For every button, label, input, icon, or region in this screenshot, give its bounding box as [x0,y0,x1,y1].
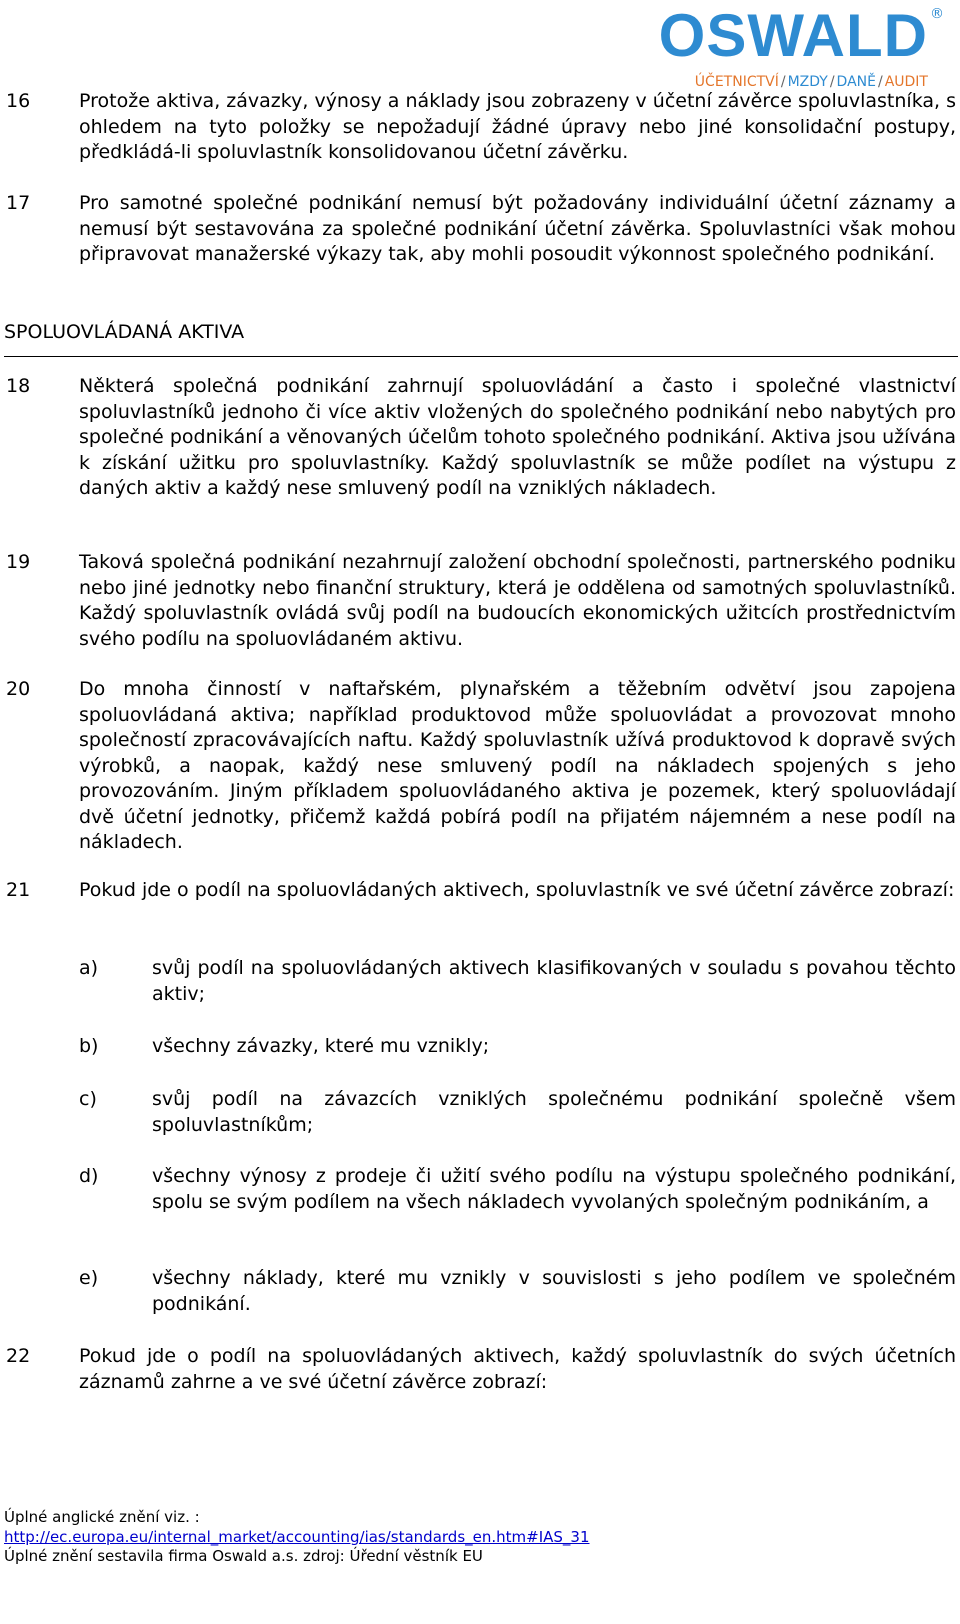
logo-tagline [656,74,928,90]
paragraph-text: Protože aktiva, závazky, výnosy a náklady jsou zobrazeny v účetní závěrce spoluvlastníka, s ohledem na tyto položky se nepožadují žádné úpravy nebo jiné konsolidační postupy, předkládá-li spoluvlastník konsolidovanou účetní závěrku. [79,90,956,163]
list-item-label: e) [79,1267,99,1289]
source-link[interactable]: http://ec.europa.eu/internal_market/accounting/ias/standards_en.htm#IAS_31 [4,1528,590,1546]
list-item-text: všechny výnosy z prodeje či užití svého podílu na výstupu společného podnikání, spolu se svým podílem na všech nákladech vyvolaných společným podnikáním, a [152,1165,956,1213]
paragraph-text: Některá společná podnikání zahrnují spoluovládání a často i společné vlastnictví spoluvlastníků jednoho či více aktiv vložených do společného podnikání nebo nabytých pro společné podnikání a věnovaných účelům tohoto společného podnikání. Aktiva jsou užívána k získání užitku pro spoluvlastníky. Každý spoluvlastník se může podílet na výstupu z daných aktiv a každý nese smluvený podíl na vzniklých nákladech. [79,375,956,499]
tagline-separator: / [829,74,835,90]
paragraph-number: 17 [6,192,31,214]
paragraph-number: 21 [6,879,31,901]
company-logo [656,2,944,90]
list-item-label: b) [79,1035,99,1057]
paragraph-number: 16 [6,90,31,112]
tagline-separator: / [780,74,786,90]
list-item-label: d) [79,1165,99,1187]
logo-wordmark: OSWALD [658,2,928,69]
paragraph-text: Pokud jde o podíl na spoluovládaných aktivech, každý spoluvlastník do svých účetních záznamů zahrne a ve své účetní závěrce zobrazí: [79,1345,956,1393]
section-heading: SPOLUOVLÁDANÁ AKTIVA [4,320,958,357]
paragraph-number: 22 [6,1345,31,1367]
paragraph-number: 18 [6,375,31,397]
list-item-label: c) [79,1088,97,1110]
tagline-separator: / [877,74,883,90]
list-item-text: všechny náklady, které mu vznikly v souvislosti s jeho podílem ve společném podnikání. [152,1267,956,1315]
footer-note: Úplné anglické znění viz. : [4,1508,200,1526]
paragraph-text: Do mnoha činností v naftařském, plynařském a těžebním odvětví jsou zapojena spoluovládaná aktiva; například produktovod může spoluovládat a provozovat mnoho společností zpracovávajících naftu. Každý spoluvlastník užívá produktovod k dopravě svých výrobků, a naopak, každý nese smluvený podíl na nákladech spojených s jeho provozováním. Jiným příkladem spoluovládaného aktiva je pozemek, který spoluovládají dvě účetní jednotky, přičemž každá pobírá podíl na přijatém nájemném a nese podíl na nákladech. [79,678,956,853]
list-item-text: všechny závazky, které mu vznikly; [152,1035,490,1057]
registered-mark: ® [930,6,944,22]
logo-tagline-item: DANĚ [836,74,876,90]
list-item-text: svůj podíl na spoluovládaných aktivech klasifikovaných v souladu s povahou těchto aktiv; [152,957,956,1005]
footer-link-line [4,1528,590,1546]
logo-tagline-item: AUDIT [884,74,928,90]
paragraph-number: 20 [6,678,31,700]
list-item-label: a) [79,957,99,979]
paragraph-text: Pokud jde o podíl na spoluovládaných aktivech, spoluvlastník ve své účetní závěrce zobrazí: [79,879,955,901]
logo-tagline-item: MZDY [787,74,828,90]
footer-source: Úplné znění sestavila firma Oswald a.s. zdroj: Úřední věstník EU [4,1547,483,1565]
logo-tagline-item: ÚČETNICTVÍ [694,74,779,90]
paragraph-number: 19 [6,551,31,573]
list-item-text: svůj podíl na závazcích vzniklých společnému podnikání společně všem spoluvlastníkům; [152,1088,956,1136]
paragraph-text: Taková společná podnikání nezahrnují založení obchodní společnosti, partnerského podniku nebo jiné jednotky nebo finanční struktury, která je oddělena od samotných spoluvlastníků. Každý spoluvlastník ovládá svůj podíl na budoucích ekonomických užitcích prostřednictvím svého podílu na spoluovládaném aktivu. [79,551,956,650]
paragraph-text: Pro samotné společné podnikání nemusí být požadovány individuální účetní záznamy a nemusí být sestavována za společné podnikání účetní závěrka. Spoluvlastníci však mohou připravovat manažerské výkazy tak, aby mohli posoudit výkonnost společného podnikání. [79,192,956,265]
